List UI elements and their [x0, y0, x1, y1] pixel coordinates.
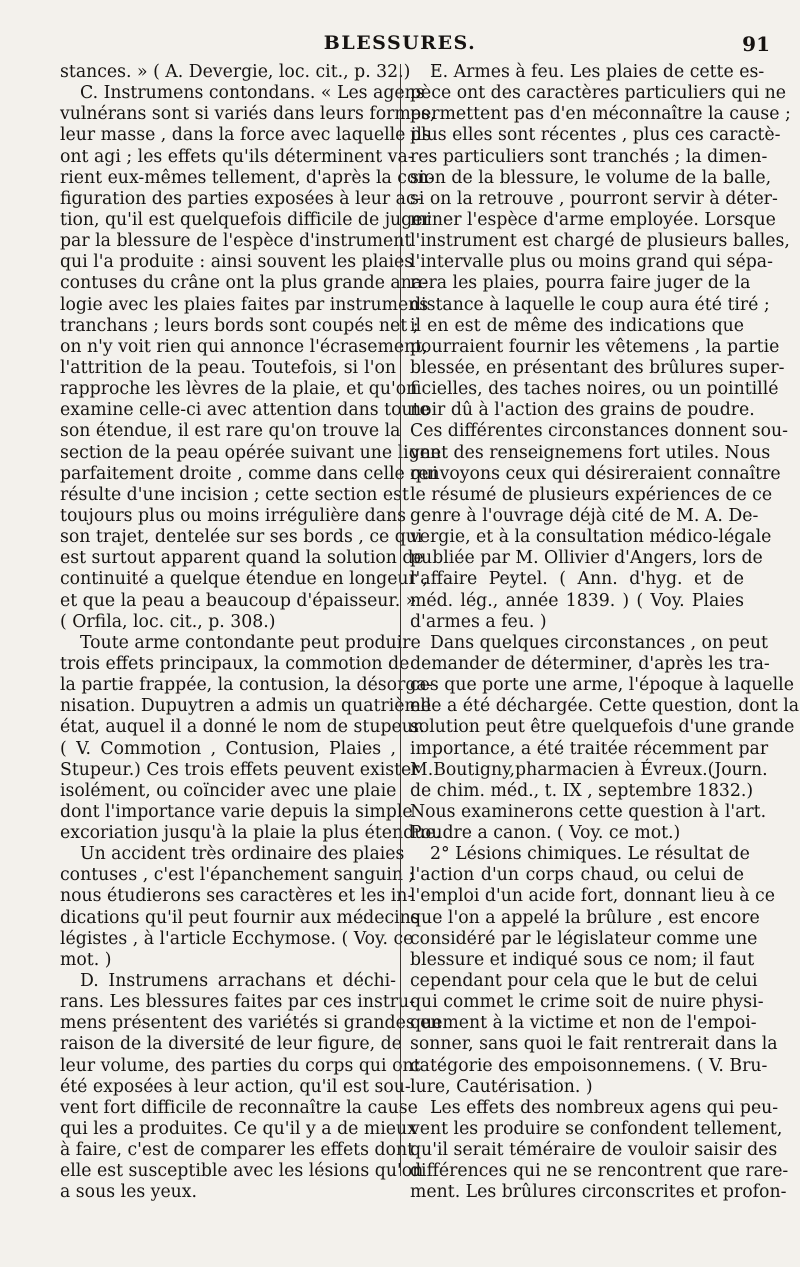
text-line: est surtout apparent quand la solution de — [60, 548, 424, 569]
text-line: tion, qu'il est quelquefois difficile de juger — [60, 209, 431, 230]
text-line: rans. Les blessures faites par ces instru- — [60, 992, 415, 1013]
text-line: raison de la diversité de leur figure, de — [60, 1034, 402, 1055]
text-line: quement à la victime et non de l'empoi- — [410, 1013, 757, 1034]
text-line: la partie frappée, la contusion, la désorga- — [60, 675, 433, 696]
text-line: C. Instrumens contondans. « Les agens — [80, 83, 425, 104]
text-line: blessure et indiqué sous ce nom; il faut — [410, 949, 755, 970]
text-line: toujours plus ou moins irrégulière dans — [60, 505, 407, 526]
text-line: pourraient fournir les vêtemens , la partie — [410, 336, 780, 357]
text-line: rapproche les lèvres de la plaie, et qu'on — [60, 379, 418, 400]
text-line: D. Instrumens arrachans et déchi- — [80, 971, 396, 992]
text-line: rient eux-mêmes tellement, d'après la con- — [60, 167, 435, 188]
text-line: leur volume, des parties du corps qui ont — [60, 1055, 421, 1076]
text-line: logie avec les plaies faites par instrumens — [60, 294, 429, 315]
text-line: le résumé de plusieurs expériences de ce — [410, 484, 773, 505]
left-column — [60, 62, 442, 1204]
text-line: qui les a produites. Ce qu'il y a de mieux — [60, 1119, 417, 1140]
text-line: leur masse , dans la force avec laquelle ils — [60, 125, 431, 146]
text-line: continuité a quelque étendue en longeur , — [60, 569, 428, 590]
text-line: qui l'a produite : ainsi souvent les plaies — [60, 252, 414, 273]
text-line: été exposées à leur action, qu'il est sou- — [60, 1076, 411, 1097]
text-line: Nous examinerons cette question à l'art. — [410, 801, 767, 822]
text-line: elle est susceptible avec les lésions qu'on — [60, 1161, 424, 1182]
text-line: Les effets des nombreux agens qui peu- — [430, 1097, 779, 1118]
text-line: résulte d'une incision ; cette section est — [60, 484, 409, 505]
text-line: ( Orfila, loc. cit., p. 308.) — [60, 611, 276, 632]
text-line: légistes , à l'article Ecchymose. ( Voy. ce — [60, 928, 414, 949]
text-line: son étendue, il est rare qu'on trouve la — [60, 421, 401, 442]
text-line: contuses , c'est l'épanchement sanguin ; — [60, 865, 415, 886]
text-line: vulnérans sont si variés dans leurs formes, — [60, 104, 436, 125]
text-line: dications qu'il peut fournir aux médecins — [60, 907, 420, 928]
text-line: l'emploi d'un acide fort, donnant lieu à ce — [410, 886, 775, 907]
running-title: BLESSURES. — [323, 32, 477, 54]
text-line: Ces différentes circonstances donnent sou- — [410, 421, 789, 442]
text-line: d'armes a feu. ) — [410, 611, 547, 632]
text-line: noir dû à l'action des grains de poudre. — [410, 400, 755, 421]
text-line: distance à laquelle le coup aura été tiré ; — [410, 294, 770, 315]
text-line: M.Boutigny,pharmacien à Évreux.(Journ. — [410, 759, 768, 780]
text-line: vent les produire se confondent tellement, — [410, 1119, 783, 1140]
text-line: permettent pas d'en méconnaître la cause ; — [410, 104, 791, 125]
text-line: E. Armes à feu. Les plaies de cette es- — [430, 62, 765, 82]
text-line: plus elles sont récentes , plus ces caractè- — [410, 125, 781, 146]
text-line: considéré par le législateur comme une — [410, 928, 758, 949]
text-line: qui commet le crime soit de nuire physi- — [410, 992, 764, 1013]
text-line: demander de déterminer, d'après les tra- — [410, 653, 770, 674]
text-line: 2° Lésions chimiques. Le résultat de — [430, 844, 750, 865]
text-line: vergie, et à la consultation médico-légale — [410, 527, 772, 548]
text-line: Toute arme contondante peut produire — [80, 632, 421, 653]
text-line: mens présentent des variétés si grandes en — [60, 1013, 442, 1034]
text-line: res particuliers sont tranchés ; la dimen- — [410, 146, 768, 167]
text-line: vent des renseignemens fort utiles. Nous — [410, 442, 771, 463]
text-line: section de la peau opérée suivant une ligne — [60, 442, 442, 463]
text-line: figuration des parties exposées à leur ac- — [60, 188, 422, 209]
text-line: Un accident très ordinaire des plaies — [80, 844, 405, 865]
text-line: méd. lég., année 1839. ) ( Voy. Plaies — [410, 590, 744, 611]
text-line: et que la peau a beaucoup d'épaisseur. » — [60, 590, 417, 611]
text-line: mot. ) — [60, 949, 112, 970]
column-divider — [400, 64, 401, 1176]
text-line: il en est de même des indications que — [410, 315, 744, 336]
text-line: trois effets principaux, la commotion de — [60, 653, 410, 674]
text-line: lure, Cautérisation. ) — [410, 1076, 593, 1097]
text-line: sonner, sans quoi le fait rentrerait dans la — [410, 1034, 778, 1055]
text-line: ment. Les brûlures circonscrites et profon- — [410, 1182, 787, 1203]
text-line: Stupeur.) Ces trois effets peuvent exister — [60, 759, 420, 780]
text-line: isolément, ou coïncider avec une plaie — [60, 780, 397, 801]
text-line: dont l'importance varie depuis la simple — [60, 801, 413, 822]
page-header — [0, 30, 800, 60]
text-line: de chim. méd., t. IX , septembre 1832.) — [410, 780, 754, 801]
text-line: nous étudierons ses caractères et les in- — [60, 886, 414, 907]
text-line: importance, a été traitée récemment par — [410, 738, 769, 759]
text-line: nisation. Dupuytren a admis un quatrième — [60, 696, 432, 717]
text-line: état, auquel il a donné le nom de stupeur. — [60, 717, 425, 738]
text-line: vent fort difficile de reconnaître la cause — [60, 1097, 418, 1118]
text-line: miner l'espèce d'arme employée. Lorsque — [410, 209, 776, 230]
text-line: renvoyons ceux qui désireraient connaître — [410, 463, 781, 484]
text-line: par la blessure de l'espèce d'instrument — [60, 231, 412, 252]
text-line: l'affaire Peytel. ( Ann. d'hyg. et de — [410, 569, 744, 590]
text-line: si on la retrouve , pourront servir à déter- — [410, 188, 778, 209]
text-line: excoriation jusqu'à la plaie la plus étendue. — [60, 823, 442, 844]
text-line: cependant pour cela que le but de celui — [410, 971, 758, 992]
text-line: que l'on a appelé la brûlure , est encore — [410, 907, 760, 928]
page-number: 91 — [742, 32, 770, 56]
text-line: ( V. Commotion , Contusion, Plaies , — [60, 738, 396, 759]
text-line: elle a été déchargée. Cette question, dont la — [410, 696, 800, 717]
text-line: parfaitement droite , comme dans celle qui — [60, 463, 438, 484]
text-line: qu'il serait téméraire de vouloir saisir des — [410, 1140, 778, 1161]
text-line: on n'y voit rien qui annonce l'écrasement, — [60, 336, 428, 357]
text-line: son trajet, dentelée sur ses bords , ce qui — [60, 527, 423, 548]
text-line: sion de la blessure, le volume de la balle, — [410, 167, 772, 188]
text-line: stances. » ( A. Devergie, loc. cit., p. 32.) — [60, 62, 411, 82]
text-line: blessée, en présentant des brûlures super- — [410, 357, 785, 378]
text-line: rera les plaies, pourra faire juger de la — [410, 273, 751, 294]
text-line: l'instrument est chargé de plusieurs balles, — [410, 231, 790, 252]
right-column — [410, 62, 800, 1204]
text-line: publiée par M. Ollivier d'Angers, lors de — [410, 548, 763, 569]
text-line: pèce ont des caractères particuliers qui ne — [410, 83, 786, 104]
text-line: examine celle-ci avec attention dans toute — [60, 400, 430, 421]
text-line: tranchans ; leurs bords sont coupés net ; — [60, 315, 419, 336]
text-line: Dans quelques circonstances , on peut — [430, 632, 768, 653]
text-line: genre à l'ouvrage déjà cité de M. A. De- — [410, 505, 759, 526]
text-line: différences qui ne se rencontrent que rare- — [410, 1161, 789, 1182]
text-line: Poudre a canon. ( Voy. ce mot.) — [410, 823, 681, 844]
text-line: à faire, c'est de comparer les effets dont — [60, 1140, 415, 1161]
text-line: solution peut être quelquefois d'une grande — [410, 717, 795, 738]
text-line: catégorie des empoisonnemens. ( V. Bru- — [410, 1055, 768, 1076]
text-line: a sous les yeux. — [60, 1182, 198, 1203]
text-line: l'intervalle plus ou moins grand qui sépa- — [410, 252, 773, 273]
text-line: contuses du crâne ont la plus grande ana- — [60, 273, 429, 294]
text-line: ficielles, des taches noires, ou un pointillé — [410, 379, 779, 400]
text-line: l'action d'un corps chaud, ou celui de — [410, 865, 744, 886]
text-line: ont agi ; les effets qu'ils déterminent va- — [60, 146, 414, 167]
text-line: ces que porte une arme, l'époque à laquelle — [410, 675, 794, 696]
text-line: l'attrition de la peau. Toutefois, si l'on — [60, 357, 396, 378]
